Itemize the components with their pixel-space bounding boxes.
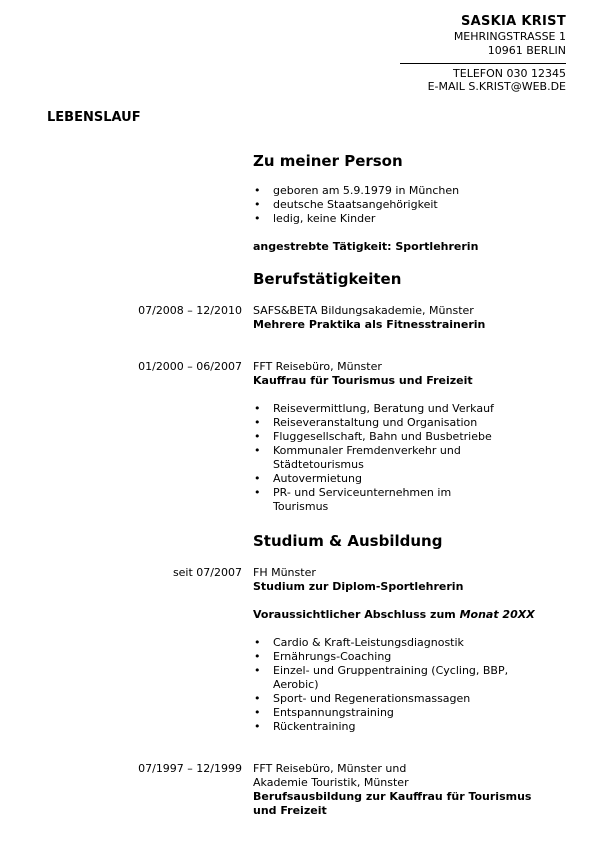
education-institution: Akademie Touristik, Münster: [253, 776, 409, 789]
education-institution: FH Münster: [253, 566, 316, 579]
job-date: 07/2008 – 12/2010: [138, 304, 242, 317]
person-details-list: [253, 184, 553, 226]
contact-details: [428, 67, 566, 93]
education-institution: FFT Reisebüro, Münster und: [253, 762, 407, 775]
career-goal: angestrebte Tätigkeit: Sportlehrerin: [253, 240, 479, 253]
job-tasks-list: [253, 402, 503, 514]
list-item: • Fluggesellschaft, Bahn und Busbetriebe: [253, 430, 503, 444]
list-item: • Ernährungs-Coaching: [253, 650, 533, 664]
list-item: • Einzel- und Gruppentraining (Cycling, BBP, Aerobic): [253, 664, 533, 692]
job-entry: [253, 360, 563, 388]
graduation-prefix: Voraussichtlicher Abschluss zum: [253, 608, 460, 621]
job-role: Mehrere Praktika als Fitnesstrainerin: [253, 318, 486, 331]
education-degree: Studium zur Diplom-Sportlehrerin: [253, 580, 464, 593]
section-title-person: Zu meiner Person: [253, 152, 403, 170]
education-degree: und Freizeit: [253, 804, 327, 817]
job-employer: SAFS&BETA Bildungsakademie, Münster: [253, 304, 474, 317]
document-title: LEBENSLAUF: [47, 110, 141, 125]
education-entry: [253, 566, 563, 594]
list-item: • PR- und Serviceunternehmen im Tourismus: [253, 486, 503, 514]
job-role: Kauffrau für Tourismus und Freizeit: [253, 374, 473, 387]
expected-graduation: [253, 608, 563, 622]
list-item: • deutsche Staatsangehörigkeit: [253, 198, 553, 212]
job-employer: FFT Reisebüro, Münster: [253, 360, 382, 373]
list-item: • Cardio & Kraft-Leistungsdiagnostik: [253, 636, 533, 650]
list-item: • Kommunaler Fremdenverkehr und Städtetourismus: [253, 444, 503, 472]
education-date: 07/1997 – 12/1999: [138, 762, 242, 775]
phone-number: TELEFON 030 12345: [453, 67, 566, 80]
contact-header: [454, 14, 566, 58]
education-entry: [253, 762, 563, 818]
list-item: • geboren am 5.9.1979 in München: [253, 184, 553, 198]
education-degree: Berufsausbildung zur Kauffrau für Tourismus: [253, 790, 532, 803]
section-title-education: Studium & Ausbildung: [253, 532, 443, 550]
education-date: seit 07/2007: [172, 566, 242, 579]
list-item: • Autovermietung: [253, 472, 503, 486]
list-item: • Reisevermittlung, Beratung und Verkauf: [253, 402, 503, 416]
list-item: • Entspannungstraining: [253, 706, 533, 720]
graduation-date: Monat 20XX: [459, 608, 535, 621]
list-item: • Sport- und Regenerationsmassagen: [253, 692, 533, 706]
address-street: MEHRINGSTRASSE 1: [453, 30, 566, 43]
applicant-name: SASKIA KRIST: [460, 14, 566, 29]
job-date: 01/2000 – 06/2007: [138, 360, 242, 373]
email-address: E-MAIL S.KRIST@WEB.DE: [427, 80, 566, 93]
address-city: 10961 BERLIN: [487, 44, 566, 57]
study-topics-list: [253, 636, 533, 734]
header-divider: [400, 63, 566, 64]
job-entry: [253, 304, 563, 332]
list-item: • ledig, keine Kinder: [253, 212, 553, 226]
section-title-jobs: Berufstätigkeiten: [253, 270, 402, 288]
list-item: • Rückentraining: [253, 720, 533, 734]
list-item: • Reiseveranstaltung und Organisation: [253, 416, 503, 430]
